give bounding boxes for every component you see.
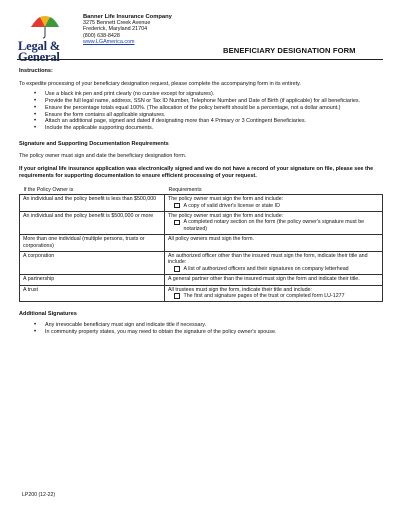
requirements-cell [165,195,383,212]
phone-number: (800) 638-8428 [83,32,120,39]
form-number: LP200 (12-22) [22,492,56,498]
list-item: • Use a black ink pen and print clearly (no cursive except for signatures). [39,91,383,98]
checkbox-label: A completed notary section on the form (the policy owner's signature must be notarized) [183,219,365,232]
requirements-cell [165,212,383,235]
requirements-table [19,186,383,303]
table-row [20,212,383,235]
website-link[interactable]: www.LGAmerica.com [83,38,135,45]
list-item: • Attach an additional page, signed and dated if designating more than 4 Primary or 3 Contingent Beneficiaries. [39,118,383,125]
requirement-text: An authorized officer other than the insured must sign the form, indicate their title and include: [168,253,368,266]
requirement-checkbox[interactable] [174,220,180,226]
form-title: BENEFICIARY DESIGNATION FORM [223,46,356,55]
instructions-intro: To expedite processing of your beneficiary designation request, please complete the accompanying form in its entirety. [19,80,301,87]
column-header-owner: If the Policy Owner is [23,186,74,193]
address-line-2: Frederick, Maryland 21704 [83,26,148,33]
owner-cell: More than one individual (multiple persons, trusts or corporations) [20,235,165,252]
checkbox-label: A copy of valid driver's license or state ID [183,202,280,209]
requirements-cell: All policy owners must sign the form. [165,235,383,252]
table-row [20,195,383,212]
list-item: • In community property states, you may need to obtain the signature of the policy owner's spouse. [39,329,383,336]
instructions-heading: Instructions: [19,68,53,74]
list-item: • Any irrevocable beneficiary must sign and indicate title if necessary. [39,322,383,329]
list-item: • Include the applicable supporting documents. [39,125,383,132]
owner-cell: A partnership [20,275,165,285]
electronic-signature-note: If your original life insurance application was electronically signed and we do not have a record of your signature on file, please see the requirements for supporting documentation to ensure efficient processing of your request. [19,165,374,179]
requirements-cell [165,285,383,302]
owner-cell: A trust [20,285,165,302]
company-address-block [83,14,172,45]
requirements-cell: A general partner other than the insured must sign the form and indicate their title. [165,275,383,285]
table-row [20,285,383,302]
list-item: • Ensure the form contains all applicable signatures. [39,112,383,119]
form-content [19,68,383,336]
address-line-1: 3275 Bennett Creek Avenue [83,20,151,27]
brand-line-1: Legal & [18,39,60,53]
owner-cell: An individual and the policy benefit is less than $500,000 [20,195,165,212]
table-row [20,252,383,275]
requirement-checkbox[interactable] [174,203,180,209]
requirement-checkbox[interactable] [174,293,180,299]
owner-cell: An individual and the policy benefit is $500,000 or more [20,212,165,235]
checkbox-label: A list of authorized officers and their signatures on company letterhead [183,265,349,272]
additional-signatures-heading: Additional Signatures [19,311,77,318]
requirement-checkbox[interactable] [174,266,180,272]
umbrella-icon [29,13,61,39]
checkbox-label: The first and signature pages of the trust or completed form LU-1277 [183,293,345,300]
additional-signatures-list [39,322,383,335]
company-name: Banner Life Insurance Company [83,14,172,20]
legal-general-logo [17,13,77,63]
brand-line-2: General [18,50,60,64]
list-item: • Provide the full legal name, address, SSN or Tax ID Number, Telephone Number and Date of Birth (if applicable) for all beneficiaries. [39,98,383,105]
header-divider [17,59,383,60]
requirements-cell [165,252,383,275]
requirement-text: The policy owner must sign the form and include: [168,196,284,203]
requirement-text: The policy owner must sign the form and include: [168,213,284,219]
list-item: • Ensure the percentage totals equal 100%. (The allocation of the policy benefit should be a percentage, not a dollar amount.) [39,105,383,112]
signature-requirements-heading: Signature and Supporting Documentation Requirements [19,140,169,147]
column-header-requirements: Requirements [168,186,202,193]
table-row [20,235,383,252]
table-row [20,275,383,285]
signature-requirements-intro: The policy owner must sign and date the beneficiary designation form. [19,153,187,160]
requirement-text: All trustees must sign the form, indicate their title and include: [168,286,312,293]
instructions-list [39,91,383,132]
owner-cell: A corporation [20,252,165,275]
